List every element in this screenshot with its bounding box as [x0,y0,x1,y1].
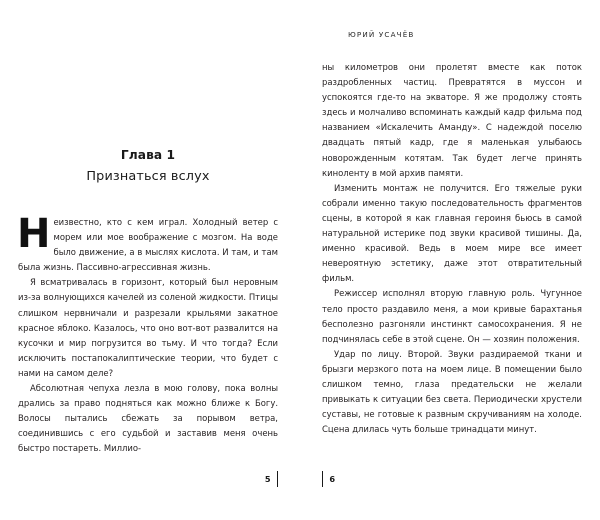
right-page-body [322,39,582,437]
left-page-body [18,184,278,457]
paragraph: Я всматривалась в горизонт, который был неровным из-за волнующихся качелей из соленой жидкости. Птицы слишком нервничали и разрезали крыльями закатное красное яблоко. Казалось, что оно вот-вот развалится на кусочки и мир погрузится во тьму. И что тогда? Если исключить постапокалиптические теории, что будет с нами на самом деле? [18,277,278,378]
folio-rule [322,471,323,487]
paragraph: Изменить монтаж не получится. Его тяжелые руки собрали именно такую последовательность фрагментов сцены, в которой я как главная героиня бьюсь в самой натуральной истерике под звуки красивой тишины. Да, именно красивой. Ведь в моем мире все имеет невероятную эстетику, даже этот отвратительный фильм. [322,182,582,284]
drop-cap-letter: Н [17,211,51,257]
paragraph-text: еизвестно, кто с кем играл. Холодный ветер с морем или мое воображение с мозгом. На воде было движение, а в мыслях кислота. И там, и там была жизнь. Пассивно-агрессивная жизнь. [18,217,278,273]
chapter-number: Глава 1 [120,148,176,162]
right-page [300,0,600,520]
right-page-folio [322,471,335,487]
paragraph: Абсолютная чепуха лезла в мою голову, пока волны дрались за право подняться как можно ближе к Богу. Волосы пытались сбежать за порывом ветра, соединившись с его судьбой и заставив меня очень быстро постареть. Миллио- [18,383,278,454]
left-page-folio [265,471,278,487]
page-number: 5 [264,474,271,484]
chapter-heading-block [18,30,278,184]
running-head-author: ЮРИЙ УСАЧЁВ [348,30,415,39]
folio-rule [277,471,278,487]
page-number: 6 [329,474,336,484]
paragraph: Режиссер исполнял вторую главную роль. Чугунное тело просто раздавило меня, а мои кривые барахтанья бесполезно разгоняли инстинкт самосохранения. Я не подчинялась себе в этой сцене. Он — хозяин положения. [322,288,582,344]
chapter-title: Признаться вслух [86,169,210,184]
paragraph: Удар по лицу. Второй. Звуки раздираемой ткани и брызги мерзкого пота на моем лице. В помещении было слишком темно, глаза предательски не желали привыкать к ситуации без света. Периодически хрустели суставы, не готовые к развным скручиваниям на холоде. Сцена длилась чуть больше тринадцати минут. [322,348,582,435]
paragraph-dropcap [17,211,278,275]
paragraph-continued: ны километров они пролетят вместе как поток раздробленных частиц. Превратятся в муссон и успокоятся где-то на экваторе. Я же продолжу стоять здесь и молчаливо вспоминать каждый кадр фильма под названием «Искалечить Аманду». С надеждой поселю двадцать пятый кадр, где я маленькая улыбаюсь новорожденным котятам. Так будет легче принять киноленту в мой архив памяти. [322,62,582,178]
left-page-running-head-spacer [18,0,278,30]
